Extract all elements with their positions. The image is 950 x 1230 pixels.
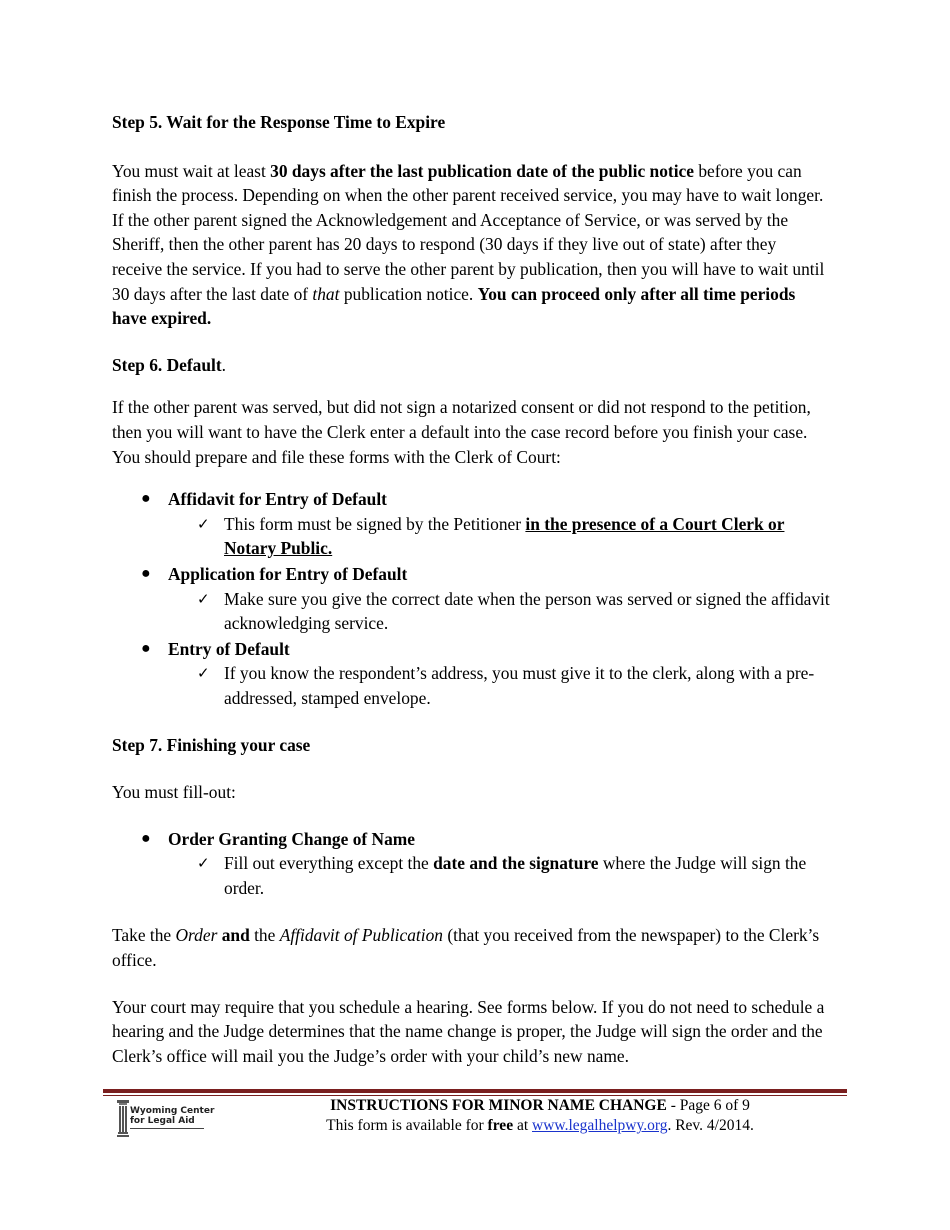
document-page <box>112 110 830 1068</box>
heading-dot: . <box>221 354 227 375</box>
checkmark-icon: ✓ <box>197 664 210 683</box>
page-number: - Page 6 of 9 <box>666 1097 750 1114</box>
list-item <box>112 637 830 711</box>
bold-text: date and the signature <box>433 853 599 874</box>
bold-text: 30 days after the last publication date of the public notice <box>270 160 694 181</box>
bullet-icon: ● <box>141 490 151 508</box>
text: at <box>513 1117 533 1134</box>
step6-intro: If the other parent was served, but did not sign a notarized consent or did not respond to the petition, then you will want to have the Clerk enter a default into the case record before you finish your case. You should prepare and file these forms with the Clerk of Court: <box>112 397 811 467</box>
text: If you know the respondent’s address, you must give it to the clerk, along with a pre-addressed, stamped envelope. <box>224 663 815 708</box>
bold-text: free <box>487 1117 514 1134</box>
text: publication notice. <box>339 283 478 304</box>
bold-text: You can proceed only after all time periods have expired. <box>112 283 796 329</box>
italic-text: that <box>312 283 340 304</box>
footer-rule-thick <box>103 1089 847 1093</box>
step7-paragraph-hearing: Your court may require that you schedule a hearing. See forms below. If you do not need to schedule a hearing and the Judge determines that the name change is proper, the Judge will sign the order and the Clerk’s office will mail you the Judge’s order with your child’s new name. <box>112 996 825 1066</box>
heading-text: Step 6. Default <box>112 354 222 375</box>
footer-text <box>240 1096 840 1136</box>
check-item <box>168 512 830 561</box>
bullet-icon: ● <box>141 564 151 582</box>
list-item <box>112 562 830 636</box>
step7-paragraph-order <box>112 923 830 972</box>
checkmark-icon: ✓ <box>197 589 210 608</box>
list-item <box>112 827 830 901</box>
logo-text <box>130 1106 214 1126</box>
text: before you can finish the process. Depending on when the other parent received service, you may have to wait longer. If the other parent signed the Acknowledgement and Acceptance of Service, or was served by the Sheriff, then the other parent has 20 days to respond (30 days if they live out of state) after they receive the service. If you had to serve the other parent by publication, then you will have to wait until 30 days after the last date of <box>112 160 825 304</box>
logo-line-2: for Legal Aid <box>130 1116 195 1126</box>
step7-heading: Step 7. Finishing your case <box>112 735 311 756</box>
step5-heading: Step 5. Wait for the Response Time to Expire <box>112 112 446 132</box>
step6-heading <box>112 353 830 378</box>
check-item <box>168 587 830 636</box>
revision-text: . Rev. 4/2014. <box>667 1117 754 1134</box>
footer-availability-line <box>240 1116 840 1136</box>
bullet-icon: ● <box>141 639 151 657</box>
checkmark-icon: ✓ <box>197 514 210 533</box>
list-item-title: Order Granting Change of Name <box>168 828 415 849</box>
check-item <box>168 851 830 900</box>
text: This form is available for <box>326 1117 488 1134</box>
checkmark-icon: ✓ <box>197 854 210 873</box>
website-link[interactable]: www.legalhelpwy.org <box>532 1117 668 1134</box>
bold-text: and <box>217 925 250 946</box>
footer-title: INSTRUCTIONS FOR MINOR NAME CHANGE <box>330 1097 667 1114</box>
text: Take the <box>112 925 176 946</box>
list-item-title: Affidavit for Entry of Default <box>168 489 387 510</box>
bullet-icon: ● <box>141 829 151 847</box>
italic-text: Affidavit of Publication <box>279 925 443 946</box>
logo-line-1: Wyoming Center <box>130 1106 215 1116</box>
list-item-title: Entry of Default <box>168 638 290 659</box>
finish-forms-list <box>112 827 830 901</box>
footer-title-line <box>240 1096 840 1116</box>
italic-text: Order <box>175 925 218 946</box>
underlined-text: in the presence of a Court Clerk or Notary Public. <box>224 513 785 559</box>
text: where the Judge will sign the order. <box>224 853 807 898</box>
step7-intro: You must fill-out: <box>112 782 236 803</box>
text: the <box>249 925 280 946</box>
text: You must wait at least <box>112 160 271 181</box>
step5-paragraph <box>112 159 830 331</box>
logo-underline <box>130 1128 204 1129</box>
text: This form must be signed by the Petitioner <box>224 513 526 534</box>
list-item-title: Application for Entry of Default <box>168 563 408 584</box>
default-forms-list <box>112 487 830 710</box>
text: Fill out everything except the <box>224 853 434 874</box>
text: (that you received from the newspaper) to the Clerk’s office. <box>112 925 820 971</box>
text: Make sure you give the correct date when the person was served or signed the affidavit acknowledging service. <box>224 588 830 634</box>
check-item <box>168 661 830 710</box>
list-item <box>112 487 830 561</box>
